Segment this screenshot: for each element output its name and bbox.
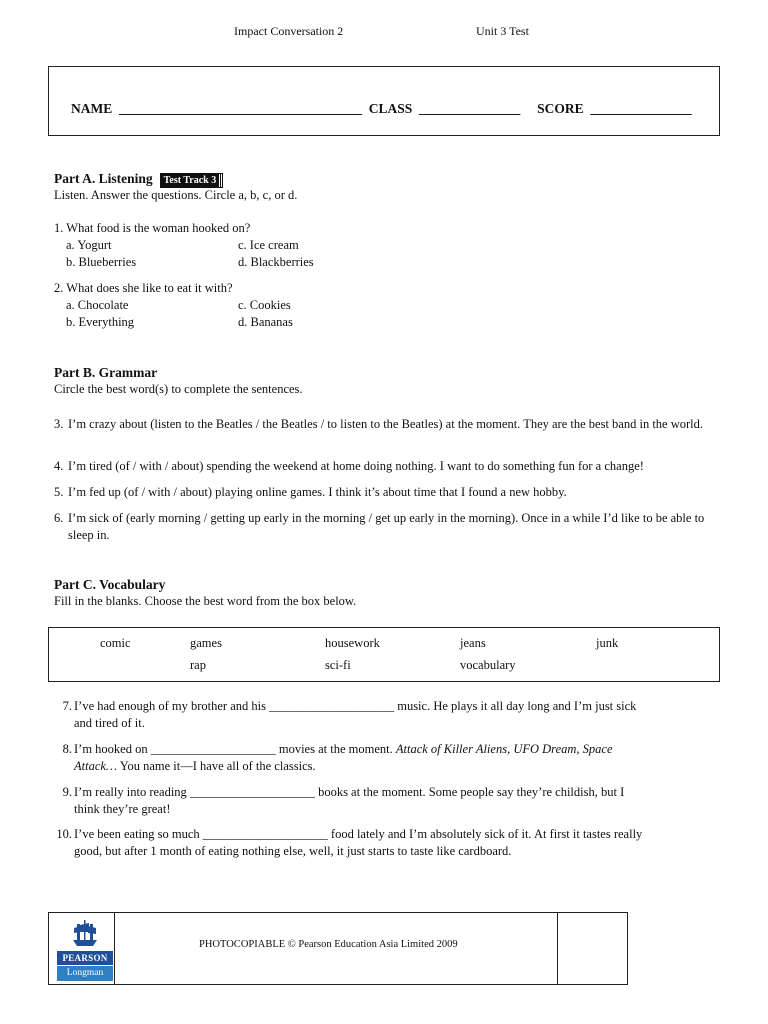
part-a-heading [54, 171, 222, 187]
name-label: NAME [71, 101, 113, 116]
q2-option-c[interactable]: c. Cookies [238, 298, 291, 312]
grammar-item-6[interactable] [54, 510, 720, 544]
movie-title-3: Space [582, 742, 613, 756]
vocab-text-line2: and tired of it. [74, 716, 145, 730]
movie-title-2: UFO Dream [513, 742, 577, 756]
footer-divider [557, 913, 558, 984]
footer-divider [114, 913, 115, 984]
grammar-item-text: I’m crazy about (listen to the Beatles / the Beatles / to listen to the Beatles) at the moment. They are the best band in the world. [68, 417, 704, 431]
q2-question: 2. What does she like to eat it with? [54, 281, 233, 295]
vocab-text-line2: You name it—I have all of the classics. [117, 759, 316, 773]
vocab-text-line2: good, but after 1 month of eating nothing else, well, it just starts to taste like cardboard. [74, 844, 512, 858]
course-title: Impact Conversation 2 [234, 24, 344, 38]
grammar-item-4[interactable] [54, 458, 720, 475]
word-junk: junk [596, 636, 619, 650]
vocab-blank[interactable]: ____________________ [202, 827, 328, 841]
word-comic: comic [100, 636, 131, 650]
footer-box [48, 912, 628, 985]
comma-separator: , [576, 742, 583, 756]
part-c-title: Part C. Vocabulary [54, 577, 166, 592]
word-rap: rap [190, 658, 206, 672]
pearson-longman-logo [57, 917, 113, 983]
movie-title-1: Attack of Killer Aliens [395, 742, 508, 756]
vocab-item-7 [56, 698, 720, 732]
vocab-text-after: books at the moment. Some people say they’re childish, but I [318, 785, 625, 799]
vocab-text-before: I’ve been eating so much [74, 827, 200, 841]
q1-option-a[interactable]: a. Yogurt [66, 238, 112, 252]
vocab-blank[interactable]: ____________________ [150, 742, 276, 756]
student-info-row [71, 101, 692, 117]
q1-option-b[interactable]: b. Blueberries [66, 255, 137, 269]
grammar-item-text: I’m fed up (of / with / about) playing online games. I think it’s about time that I found a new hobby. [68, 485, 567, 499]
vocab-item-8 [56, 741, 720, 775]
unit-title: Unit 3 Test [476, 24, 529, 38]
q1-question: 1. What food is the woman hooked on? [54, 221, 251, 235]
word-box [48, 627, 720, 682]
logo-brand: PEARSON [57, 951, 113, 965]
vocab-text-line2: think they’re great! [74, 802, 171, 816]
part-a-instructions: Listen. Answer the questions. Circle a, b, c, or d. [54, 188, 298, 202]
vocab-text-after: movies at the moment. [278, 742, 393, 756]
part-c-instructions: Fill in the blanks. Choose the best word from the box below. [54, 594, 357, 608]
vocab-item-number: 10. [56, 827, 72, 841]
vocab-text-before: I’ve had enough of my brother and his [74, 699, 266, 713]
vocab-text-before: I’m hooked on [74, 742, 148, 756]
q2-option-a[interactable]: a. Chocolate [66, 298, 129, 312]
part-a-title: Part A. Listening [54, 171, 153, 186]
class-label: CLASS [368, 101, 413, 116]
word-sci-fi: sci-fi [325, 658, 351, 672]
ship-icon [71, 919, 99, 949]
student-info-box [48, 66, 720, 136]
score-label: SCORE [537, 101, 584, 116]
grammar-item-number: 5. [54, 485, 64, 499]
movie-title-4: Attack… [74, 759, 118, 773]
vocab-item-number: 7. [62, 699, 72, 713]
grammar-item-text: I’m tired (of / with / about) spending the weekend at home doing nothing. I want to do something fun for a change! [68, 459, 644, 473]
class-blank[interactable]: _______________ [415, 101, 534, 116]
grammar-item-number: 4. [54, 459, 64, 473]
word-games: games [190, 636, 222, 650]
vocab-item-10 [56, 826, 720, 860]
comma-separator: , [507, 742, 514, 756]
grammar-item-text: I’m sick of (early morning / getting up early in the morning / get up early in the morning). Once in a while I’d like to be able to sleep in. [68, 511, 705, 542]
test-track-badge: Test Track 3 [161, 174, 223, 187]
q1-option-d[interactable]: d. Blackberries [238, 255, 314, 269]
q1-option-c[interactable]: c. Ice cream [238, 238, 299, 252]
vocab-item-number: 8. [62, 742, 72, 756]
word-jeans: jeans [460, 636, 486, 650]
part-b-instructions: Circle the best word(s) to complete the sentences. [54, 382, 303, 396]
score-blank[interactable]: _______________ [587, 101, 692, 116]
vocab-text-after: food lately and I’m absolutely sick of it. At first it tastes really [330, 827, 643, 841]
word-vocabulary: vocabulary [460, 658, 516, 672]
name-blank[interactable]: ____________________________________ [115, 101, 366, 116]
vocab-text-after: music. He plays it all day long and I’m just sick [397, 699, 637, 713]
part-b-title: Part B. Grammar [54, 365, 158, 380]
grammar-item-3[interactable] [54, 416, 720, 433]
vocab-item-number: 9. [62, 785, 72, 799]
grammar-item-number: 6. [54, 511, 64, 525]
q2-option-b[interactable]: b. Everything [66, 315, 135, 329]
vocab-blank[interactable]: ____________________ [269, 699, 395, 713]
copyright-notice: PHOTOCOPIABLE © Pearson Education Asia Limited 2009 [199, 939, 458, 950]
vocab-blank[interactable]: ____________________ [189, 785, 315, 799]
grammar-item-number: 3. [54, 417, 64, 431]
vocab-text-before: I’m really into reading [74, 785, 187, 799]
vocab-item-9 [56, 784, 720, 818]
q2-option-d[interactable]: d. Bananas [238, 315, 293, 329]
logo-sub: Longman [57, 966, 113, 981]
grammar-item-5[interactable] [54, 484, 720, 501]
word-housework: housework [325, 636, 380, 650]
